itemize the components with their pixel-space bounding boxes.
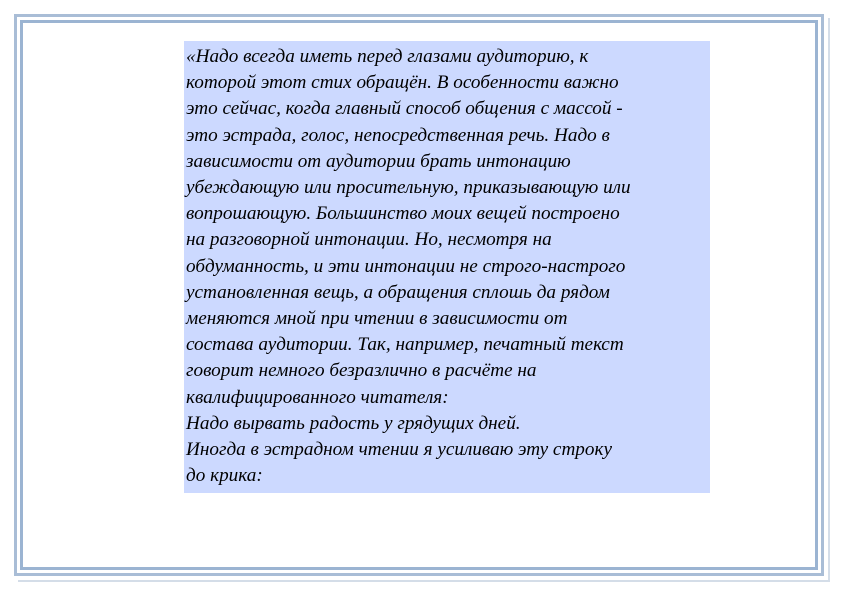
quote-line: убеждающую или просительную, приказывающую или (186, 177, 631, 199)
quote-line: которой этот стих обращён. В особенности важно (186, 72, 619, 94)
quote-line: «Надо всегда иметь перед глазами аудиторию, к (186, 46, 589, 67)
quote-line: зависимости от аудитории брать интонацию (186, 150, 571, 172)
quote-line: Надо вырвать радость у грядущих дней. (186, 412, 521, 434)
quote-line: меняются мной при чтении в зависимости от (186, 308, 568, 330)
quote-text-box (184, 41, 710, 493)
quote-line: Иногда в эстрадном чтении я усиливаю эту строку (186, 439, 612, 461)
quote-line: состава аудитории. Так, например, печатный текст (186, 334, 624, 356)
quote-line: это сейчас, когда главный способ общения с массой - (186, 98, 623, 120)
quote-line: до крика: (186, 465, 263, 487)
quote-line: обдуманность, и эти интонации не строго-настрого (186, 255, 626, 277)
quote-line: говорит немного безразлично в расчёте на (186, 360, 537, 382)
quote-line: вопрошающую. Большинство моих вещей построено (186, 203, 620, 225)
quote-line: на разговорной интонации. Но, несмотря на (186, 229, 552, 251)
quote-line: квалифицированного читателя: (186, 386, 449, 408)
quote-line: это эстрада, голос, непосредственная речь. Надо в (186, 124, 610, 146)
quote-line: установленная вещь, а обращения сплошь да рядом (186, 281, 610, 303)
